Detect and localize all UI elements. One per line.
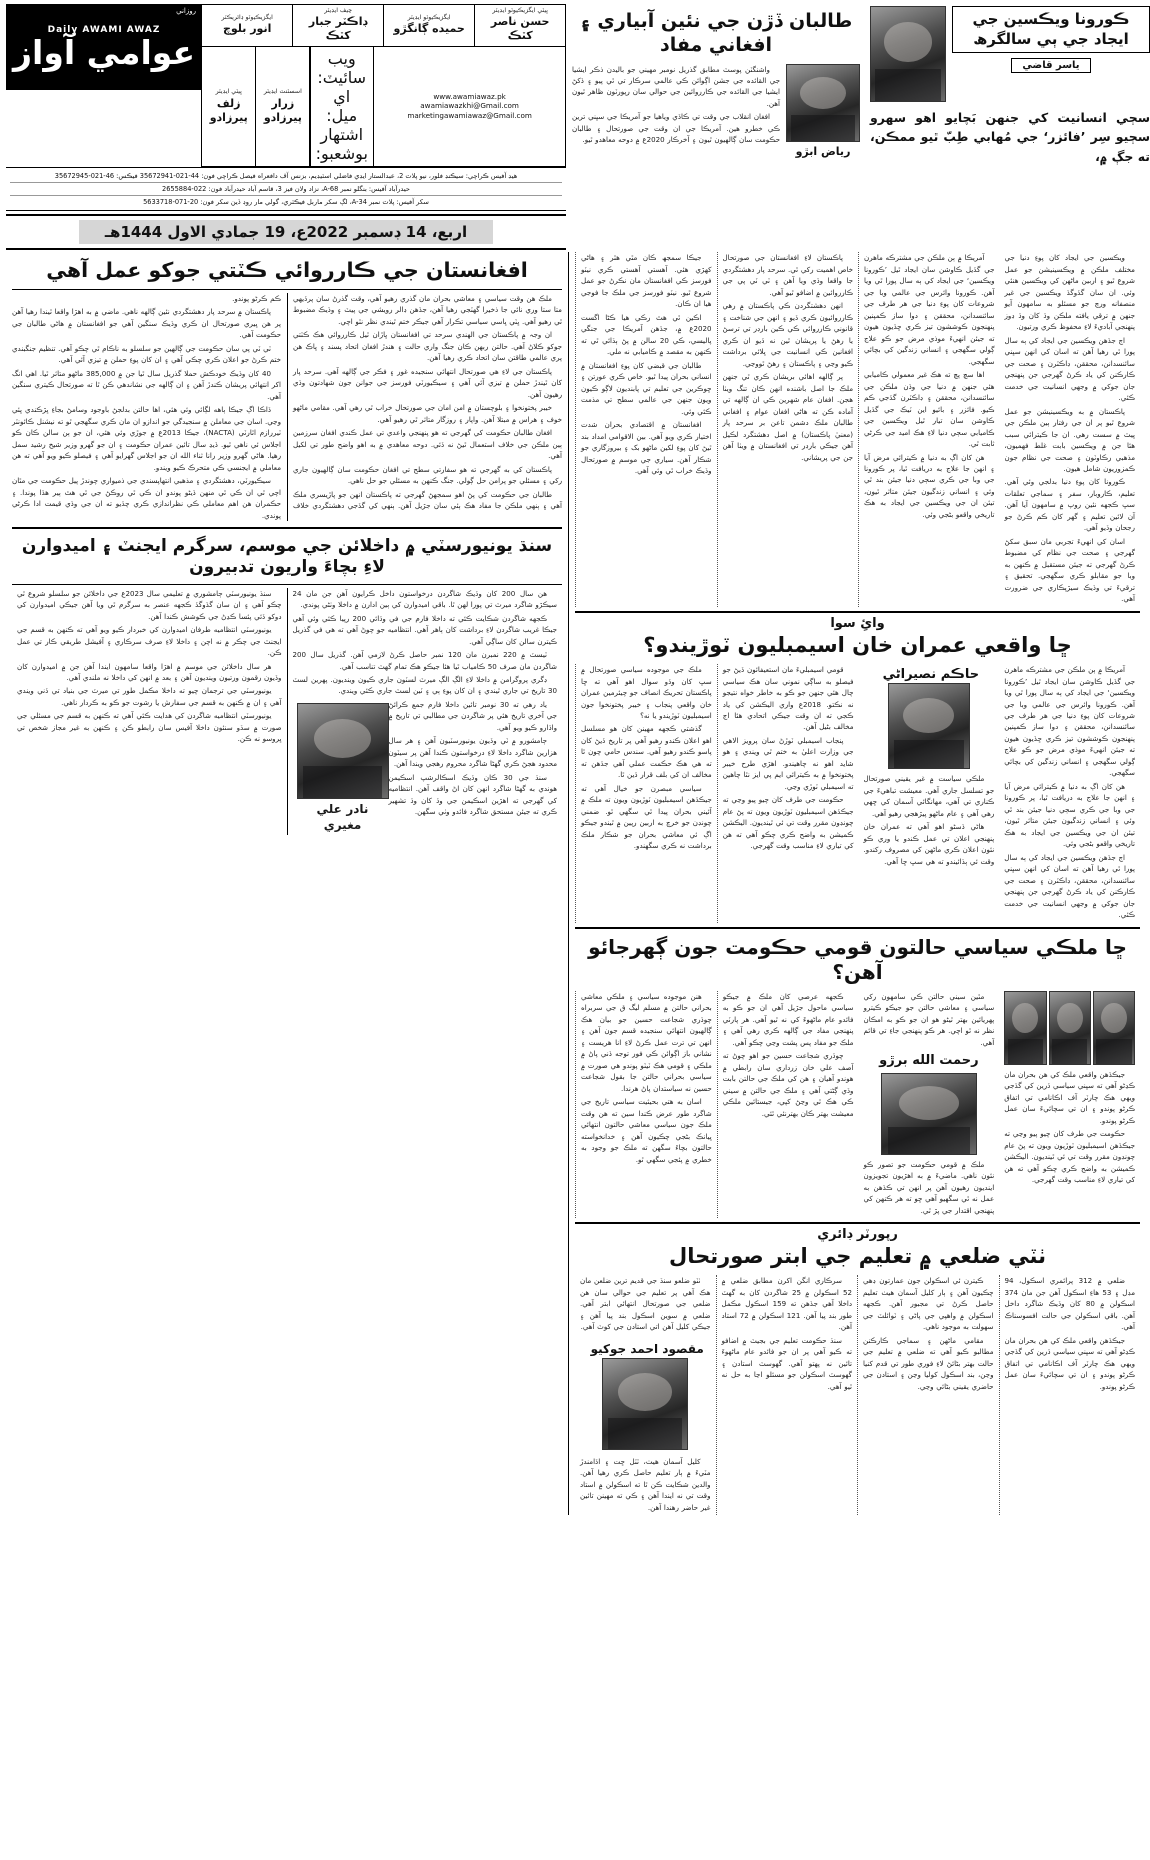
- paragraph: سيڪيورٽي، دهشتگردي ۽ مذهبي انتهاپسندي جي ذميواري چوندڙ پيل حڪومت جي مٿان اچي ٿي ان ڪي ٿي منهن ڏيڻو پوندو ان ڪي ٿي روڪڻ جي ٿي هٿ ٻير هڏا پوندا. ۽ حڪمران هن اهم معاملي ڪي نظراندازي ڪري چڏيو ته ان جي وڏي قيمت ادا ڪرڻي پوندي.: [12, 476, 281, 520]
- column-with-author: [575, 1275, 716, 1515]
- ads-label: اشتهار بوشعبو:: [315, 125, 368, 164]
- paragraph: افغان انقلاب جي وقت تي ڪاڏي وياهيا جو آمريڪا جي سڀني ترين ڪي خطرو هين. آمريڪا جي ان وقت جي صورتحال ۽ طالبان حڪومت سان ڳالهيون ٿيون ۽ آخرڪار 2020ع ۾ دوحه معاهدو ٿيو.: [572, 112, 780, 145]
- staff-cell-exec-director: [201, 4, 293, 47]
- paragraph: طالبان جي حڪومت کي پڻ اهو سمجهڻ گهرجي ته پاڪستان انهن جو پاڙيسري ملڪ آهي ۽ ٻنهي ملڪن جا مفاد هڪ ٻئي سان جڙيل آهن. ٻنهي کي گڏجي دهشتگردي خلاف ڪم ڪرڻو پوندو.: [232, 293, 562, 511]
- paragraph: يونيورسٽي انتظاميه طرفان اميدوارن کي خبردار ڪيو ويو آهي ته ڪنهن به قسم جي ايجنٽ جي چڪر ۾ نه اچن ۽ داخلا لاءِ صرف سرڪاري ۽ آفيشل طريقي ڪار تي عمل ڪن.: [17, 625, 282, 658]
- paragraph: اسان به هتي بحيثيت سياسي تاريخ جي شاگرد طور عرض ڪندا سين ته هن وقت ملڪ جون سياسي معاشي حالتون انتهائي ڀيانڪ بڻجي چڪيون آهن ۽ خدانخواسته حالتون بچاءَ سگهن ته ملڪ جو وجود به خطري ۾ پئجي سگهي ٿو.: [581, 1097, 712, 1164]
- staff-role: ڀيٽي ايگزيڪيوٽو ايڊيٽر: [492, 7, 548, 15]
- headline-reporter-diary: ٺٽي ضلعي ۾ تعليم جي ابتر صورتحال: [669, 1244, 1046, 1269]
- headline-topcenter: طالبان ڏڙن جي نئين آبياري ۽ افغاني مفاد: [579, 10, 853, 56]
- column-with-photos: [999, 991, 1140, 1218]
- paragraph: ملڪ جي موجوده سياسي صورتحال ۾ سڀ کان وڏو سوال اهو آهي ته ڇا پاڪستان تحريڪ انصاف جو چيئرمين عمران خان واقعي پنجاب ۽ خيبر پختونخوا جون اسيمبليون ٽوڙيندو يا نه؟: [581, 665, 712, 720]
- masthead-logo-sindhi: عوامي آواز: [13, 33, 195, 72]
- email-label: اي ميل:: [326, 87, 358, 126]
- paragraph: پر ڳالهه اهائي بريشان ڪري ٿي جنهن ملڪ جا اصل باشنده انهن ڪان تنگ ويٺا هجن. افغان عام شهرين ڪي ان ڳالهه تي آماده ڪن ته هاڻي افغان عوام ۽ افغاني طالبان ملڪ دشمن تاعن بر سرحد پار (معنيٰ پاڪستان) ۾ اصل دهشتگرد لڪيل آهن جيڪي بارڊر تي افغانستان ۾ ويٺا آهن جن جي پريشاني.: [722, 372, 853, 462]
- column: [288, 588, 563, 836]
- vertical-divider: [568, 252, 569, 1515]
- website-url[interactable]: www.awamiawaz.pk: [433, 91, 506, 101]
- paragraph: پاڪستان لاءِ افغانستان جي صورتحال خاص اهميت رکي ٿي. سرحد پار دهشتگردي جا واقعا وڌي ويا آهن ۽ ٽي ٽي پي جي ڪارروائين ۾ اضافو ٿيو آهي.: [722, 253, 853, 297]
- masthead-logo: [6, 4, 202, 90]
- paragraph: سنڌ حڪومت تعليم جي بجيٽ ۾ اضافو ته ڪيو آهي پر ان جو فائدو عام ماڻهوءَ تائين نه پهتو آهي. گهوسٽ استادن ۽ گهوسٽ اسڪولن جو مسئلو اڃا به حل نه ٿيو آهي.: [721, 1335, 852, 1391]
- staff-cell-assistant-editor: [255, 46, 310, 167]
- kicker-waesawa: وائِ سوا: [830, 615, 885, 631]
- office-addresses: [6, 167, 566, 212]
- paragraph: ڪورونا کان پوءِ دنيا بدلجي وئي آهي. تعليم، ڪاروبار، سفر ۽ سماجي تعلقات سڀ ڪجهه نئين روپ ۾ سامهون آيا آهن. آن لائين تعليم ۽ گهر کان ڪم ڪرڻ جو رجحان وڌيو آهي.: [1004, 477, 1135, 533]
- column: [717, 252, 859, 607]
- staff-name: ڊاڪٽر جبار کٽڪ: [308, 15, 368, 43]
- article-main-second-body: [12, 588, 562, 836]
- article-topleft-head: [866, 4, 1150, 250]
- column: [999, 1275, 1141, 1515]
- staff-cell-contacts: [373, 46, 566, 167]
- paragraph: ملڪ ۾ قومي حڪومت جو تصور ڪو نئون ناهي. ماضيءَ ۾ به اهڙيون تجويزون اينديون رهيون آهن پر انهن تي ڪڏهن به عمل نه ٿي سگهيو آهي ڇو ته هر ڪنهن کي پنهنجي اقتدار جي پڙ ٿي.: [863, 1159, 995, 1215]
- paragraph: ٺٽو ضلعو سنڌ جي قديم ترين ضلعن مان هڪ آهي پر تعليم جي حوالي سان هن ضلعي جي صورتحال انتهائي ابتر آهي. ضلعي ۾ سوين اسڪول بند پيا آهن ۽ جيڪي کليل آهن اتي استادن جي کوٽ آهي.: [580, 1276, 711, 1332]
- paragraph: سياسي مبصرن جو خيال آهي ته جيڪڏهن اسيمبليون ٽوڙيون ويون ته ملڪ ۾ آئيني بحران پيدا ٿي سگهي ٿو. ضمني چونڊن جو خرچ به اربين رپين ۾ ٿيندو جيڪو اڳ ئي معاشي بحران جو شڪار ملڪ برداشت نه ڪري سگهندو.: [581, 783, 712, 851]
- paragraph: پاڪستان کي به گهرجي ته هو سفارتي سطح تي افغان حڪومت سان ڳالهيون جاري رکي ۽ مسئلي جو پرامن حل ڳولي. جنگ ڪنهن به مسئلي جو حل ناهي.: [293, 464, 562, 486]
- paragraph: هر سال داخلائن جي موسم ۾ اهڙا واقعا سامهون ايندا آهن جن ۾ اميدوارن کان وڏيون رقمون ورتيون وينديون آهن ۽ بعد ۾ انهن کي داخلا نه ملندي آهي.: [17, 661, 282, 682]
- article-topcenter-intro: [572, 64, 780, 148]
- paragraph: آمريڪا ۾ ٻن ملڪن جي مشترڪه ماهرن جي گڏيل ڪاوشن سان ايجاد ٿيل ’ڪورونا ويڪسين‘ جي ايجاد کي ٻه سال پورا ٿي ويا آهن. ڪورونا وائرس جي عالمي وبا جي شروعات کان پوءِ دنيا جي هر طرف جي سائنسدانن، محققن ۽ دوا ساز ڪمپنين پنهنجون ڪوششون تيز ڪري ڇڏيون هيون ته جيئن انهيءَ موذي مرض جو ڪو علاج ڳولي سگهجي ۽ انساني زندگين کي بچائي سگهجي.: [1004, 665, 1135, 778]
- column: [12, 588, 287, 836]
- paragraph: افغان طالبان حڪومت کي گهرجي ته هو پنهنجي واعدي تي عمل ڪندي افغان سرزمين ٻين ملڪن جي خلاف استعمال ٿيڻ نه ڏئي. دوحه معاهدي ۾ به اهو واضح طور تي لکيل آهي.: [293, 428, 562, 461]
- staff-name: زرار پيرزادو: [263, 96, 302, 124]
- editorial-block: [6, 252, 566, 1515]
- paragraph: ڪجهه شاگردن شڪايت ڪئي ته داخلا فارم جي في وڌائي 200 رپيا ڪئي وئي آهي جيڪا غريب شاگردن لاءِ برداشت کان ٻاهر آهي. انتظاميه جو چوڻ آهي ته هي في گذريل ڪيترن سالن کان ساڳي آهي.: [292, 613, 557, 646]
- paragraph: سنڌ يونيورسٽي ڄامشوري ۾ تعليمي سال 2023ع جي داخلائن جو سلسلو شروع ٿي چڪو آهي ۽ ان سان گڏوگڏ ڪجهه عنصر به سرگرم ٿي ويا آهن جيڪي اميدوارن کي دوکو ڏئي پئسا ڪڍڻ جي ڪوشش ڪندا آهن.: [17, 588, 282, 621]
- staff-cell-joint-exec-editor: [474, 4, 566, 47]
- reporter-diary-columns: [575, 1275, 1140, 1515]
- paragraph: افغانستان ۾ اقتصادي بحران شدت اختيار ڪري ويو آهي. بين الاقوامي امداد بند ٿيڻ کان پوءِ لکين ماڻهو بک ۽ بيروزگاري جو شڪار آهن. سياري جي موسم ۾ صورتحال وڌيڪ خراب ٿي وئي آهي.: [581, 420, 712, 475]
- paragraph: ڊگري پروگرامن ۾ داخلا لاءِ الڳ الڳ ميرٽ لسٽون جاري ڪيون وينديون. پهرين لسٽ 30 تاريخ تي جاري ٿيندي ۽ ان کان پوءِ ٻي ۽ ٽين لسٽ جاري ڪئي ويندي.: [292, 675, 557, 696]
- staff-role: اسسٽنٽ ايڊيٽر: [263, 88, 302, 96]
- paragraph: گذشتي ڪجهه مهينن کان هو مسلسل اهو اعلان ڪندو رهيو آهي پر تاريخ ڏيڻ کان پاسو ڪندو رهيو آهي. سندس حامي چون ٿا ته هي هڪ حڪمت عملي آهي جڏهن ته مخالف ان کي بلف قرار ڏين ٿا.: [581, 724, 712, 780]
- address-hyderabad: حيدرآباد آفيس: بنگلو نمبر A-68، نزاد ولان فيز 3، قاسم آباد حيدرآباد فون: 022-2655884: [10, 183, 562, 196]
- masthead: [6, 4, 566, 250]
- column: [857, 1275, 999, 1515]
- column: [716, 1275, 858, 1515]
- paragraph: هن کان اڳ به دنيا ۾ ڪيترائي مرض آيا ۽ انهن جا علاج به دريافت ٿيا، پر ڪورونا جي وبا جي ڪري سڄي دنيا جيئن بند ٿي وئي ۽ انساني زندگيون جيئن متاثر ٿيون، تيئن ان جي ويڪسين جي ايجاد به هڪ تاريخي واقعو بڻجي وئي.: [1004, 781, 1135, 849]
- paragraph: ملڪي سياست ۾ غير يقيني صورتحال جو تسلسل جاري آهي. معيشت تباهيءَ جي ڪناري تي آهي، مهانگائي آسمان کي ڇهي رهي آهي ۽ عام ماڻهو پيڙهجي رهيو آهي.: [863, 774, 995, 818]
- paragraph: ڄامشورو ۾ ٽي وڏيون يونيورسٽيون آهن ۽ هر سال هزارين شاگرد داخلا لاءِ درخواستون ڪندا آهن پر سيٽون محدود هجڻ ڪري گهڻا شاگرد محروم رهجي ويندا آهن.: [388, 736, 557, 769]
- headline-main-second: سنڌ يونيورسٽي ۾ داخلائن جي موسم، سرگرم ايجنٽ ۽ اميدوارن لاءِ بچاءَ واريون تدبيرون: [21, 536, 553, 578]
- staff-name: انور بلوچ: [222, 22, 272, 36]
- column: [717, 991, 859, 1218]
- headline-main-lead: افغانستان جي ڪارروائي ڪٽتي جوکو عمل آهي: [46, 258, 528, 283]
- paragraph: جيڪڏهن واقعي ملڪ کي هن بحران مان ڪڍڻو آهي ته سڀني سياسي ڌرين کي گڏجي ويهي هڪ چارٽر آف اڪانامي تي اتفاق ڪرڻو پوندو ۽ ان تي سچائيءَ سان عمل ڪرڻو پوندو.: [1004, 1335, 1135, 1391]
- paragraph: اسان کي انهيءَ تجربي مان سبق سکڻ گهرجي ۽ صحت جي نظام کي مضبوط ڪرڻ گهرجي ته جيئن مستقبل ۾ ڪنهن به وبا جو مقابلو ڪري سگهجي. تحقيق ۽ ترقيءَ تي وڌيڪ سيڙپڪاري جي ضرورت آهي.: [1004, 536, 1135, 604]
- paragraph: اڄ جڏهن ويڪسين جي ايجاد کي ٻه سال پورا ٿي رهيا آهن ته اسان کي انهن سڀني سائنسدانن، محققن، ڊاڪٽرن ۽ صحت جي ڪارڪنن کي ياد ڪرڻ گهرجي جن پنهنجي جان جوکي ۾ وجهي انسانيت جي خدمت ڪئي.: [1004, 852, 1135, 920]
- author-photo-hakim: [888, 683, 970, 769]
- staff-role: ايگزيڪيوٽو ايڊيٽر: [407, 13, 451, 21]
- paragraph: 40 کان وڌيڪ خودڪش حملا گذريل سال ٿيا جن ۾ 385,000 ماڻهو متاثر ٿيا. اهي انگ اکر انتهائي پريشان ڪندڙ آهن ۽ ان ڳالهه جي نشاندهي ڪن ٿا ته صورتحال ڪيتري سنگين آهي.: [12, 368, 281, 401]
- paragraph: سنڌ جي 30 ڪان وڌيڪ اسڪالرشپ اسڪيمن هوندي به گهڻا شاگرد انهن کان اڻ واقف آهن. انتظاميه کي گهرجي ته اهڙين اسڪيمن جي وڌ کان وڌ تشهير ڪري ته جيئن مستحق شاگرد فائدو وٺي سگهن.: [388, 772, 557, 817]
- author-name-hakim: حاڪم نصيراڻي: [882, 666, 980, 682]
- paragraph: ٽي ٽي پي سان حڪومت جي ڳالهين جو سلسلو به ناڪام ٿي چڪو آهي. تنظيم جنگبندي ختم ڪرڻ جو اعلان ڪري چڪي آهي ۽ ان کان پوءِ حملن ۾ تيزي آئي آهي.: [12, 343, 281, 365]
- author-name-riaz: رياض ابڙو: [795, 144, 851, 158]
- author-name-nadir: نادر علي مغيري: [316, 801, 369, 832]
- paragraph: حڪومت جي طرف کان چيو پيو وڃي ته جيڪڏهن اسيمبليون ٽوڙيون ويون ته پڻ عام چونڊون مقرر وقت تي ئي ٿينديون. اليڪشن ڪميشن به واضح ڪري چڪو آهي ته هن کي تياري لاءِ مناسب وقت گهرجي.: [722, 795, 854, 851]
- column: [575, 991, 717, 1218]
- paragraph: پاڪستان ۾ سرحد پار دهشتگردي نئين ڳالهه ناهي. ماضي ۾ به اهڙا واقعا ٿيندا رهيا آهن پر هن ڀيري صورتحال ان ڪري وڌيڪ سنگين آهي جو افغانستان ۾ هاڻي طالبان جي حڪومت آهي.: [12, 307, 281, 340]
- top-band: [6, 4, 1150, 250]
- column-with-author: [859, 664, 1000, 923]
- politician-photo-1: [1093, 991, 1135, 1065]
- paragraph: ٽيسٽ ۾ 220 نمبرن مان 120 نمبر حاصل ڪرڻ لازمي آهن. گذريل سال 200 شاگردن مان صرف 50 ڪامياب ٿيا هئا جيڪو هڪ تمام گهٽ تناسب آهي.: [292, 650, 557, 671]
- headline-topleft: ڪورونا ويڪسين جي ايجاد جي ٻي سالگرھ: [952, 6, 1150, 53]
- paragraph: هنن موجوده سياسي ۽ ملڪي معاشي بحراني حالتن ۾ مسلم ليگ ق جي سربراه چوڌري شجاعت حسين جو بيان هڪ ڳالهيون انتهائي سنجيده قسم جون آهن ۽ انهن تي ترت عمل ڪرڻ لاءِ انا هريست ۽ نشاني باز اڳوائن ڪي فور توجه ڏني پاڻ ۾ ملڪي ۽ قومي هڪ ٽيٽو پوندو هي صورت ۾ سياسي بحراني حالتن جا بقول شجاعت حسين نه سياستدان پاڻ هرندا.: [581, 991, 712, 1093]
- paragraph: حڪومت جي طرف کان چيو پيو وڃي ته جيڪڏهن اسيمبليون ٽوڙيون ويون ته پڻ عام چونڊون مقرر وقت تي ئي ٿينديون. اليڪشن ڪميشن به واضح ڪري چڪو آهي ته هن کي تياري لاءِ مناسب وقت گهرجي.: [1004, 1129, 1135, 1185]
- paragraph: هن سال 200 کان وڌيڪ شاگردن درخواستون داخل ڪرايون آهن جن مان 24 سيڪڙو شاگرد ميرٽ تي پورا لهن ٿا. باقي اميدوارن کي ٻين ادارن ۾ داخلا وٺڻي پوندي.: [292, 588, 557, 610]
- author-photo-maqsood: [602, 1358, 688, 1450]
- paragraph: ياد رهي ته 30 نومبر تائين داخلا فارم جمع ڪرائڻ جي آخري تاريخ هئي پر شاگردن جي مطالبي تي تاريخ ۾ واڌارو ڪيو ويو آهي.: [388, 699, 557, 732]
- staff-role: ڀيٽي ايڊيٽر: [215, 88, 242, 96]
- staff-name: حميده ڳانگڙو: [393, 22, 465, 36]
- paragraph: يونيورسٽي جي ترجمان چيو ته داخلا مڪمل طور تي ميرٽ جي بنياد تي ڏني ويندي آهي ۽ ان ۾ ڪنهن به قسم جي سفارش يا رشوت جو ڪو به ڪردار ناهي.: [17, 686, 282, 707]
- author-name-yasir: ياسر قاضي: [1011, 58, 1090, 73]
- paragraph: جيڪڏهن واقعي ملڪ کي هن بحران مان ڪڍڻو آهي ته سڀني سياسي ڌرين کي گڏجي ويهي هڪ چارٽر آف اڪانامي تي اتفاق ڪرڻو پوندو ۽ ان تي سچائيءَ سان عمل ڪرڻو پوندو.: [1004, 1069, 1135, 1125]
- masthead-corner-label: روزاني: [176, 7, 196, 15]
- article-waesawa: [575, 616, 1140, 923]
- paragraph: مقامي ماڻهن ۽ سماجي ڪارڪنن مطالبو ڪيو آهي ته ضلعي ۾ تعليم جي حالت بهتر بڻائڻ لاءِ فوري طور تي قدم کنيا وڃن، بند اسڪول کوليا وڃن ۽ استادن جي حاضري يقيني بڻائي وڃي.: [863, 1335, 994, 1391]
- address-sukkur: سکر آفيس: پلاٽ نمبر A-34، لڳ سکر ماربل فيڪٽري، گولي مار روڊ ڏين سکر فون: 20-071-5633718: [143, 198, 429, 207]
- paragraph: انهن دهشتگردن ڪي پاڪستان ۾ رهي ڪارروائيون ڪري ڏيو ۽ انهن جي شناخت ۽ قانوني ڪارروائي ڪي ڪين بارڊر تي ترسڻ يا رهڻ يا پريشان ٿين نه ڏيو ان ڪري افغانين ڪي انسانيت جي ڀلائي برداشت ڪيو وڃي ۽ پاڪستان ۽ رهڻ ٿووڃي.: [722, 301, 853, 368]
- paragraph: سرڪاري انگن اکرن مطابق ضلعي ۾ 52 اسڪولن ۾ 25 شاگردن کان به گهٽ داخلا آهي جڏهن ته 159 اسڪول مڪمل طور بند پيا آهن. 121 اسڪولن ۾ 72 استاد آهن.: [721, 1276, 852, 1332]
- article-hukoomat: [575, 935, 1140, 1218]
- paragraph: ڪيترن ئي اسڪولن جون عمارتون ڊهي چڪيون آهن ۽ ٻار کليل آسمان هيٺ تعليم حاصل ڪرڻ تي مجبور آهن. ڪجهه اسڪولن ۾ واهپي جي پاڻي ۽ ٽوائلٽ جي سهولت به موجود ناهي.: [863, 1276, 994, 1332]
- paragraph: هاڻي ڏسڻو اهو آهي ته عمران خان پنهنجي اعلان تي عمل ڪندو يا وري ڪو نئون اعلان ڪري ماڻهن کي مصروف رکندو. وقت ئي ٻڌائيندو ته هي سڀ ڇا آهي.: [863, 822, 995, 866]
- main-grid: [6, 252, 1144, 1515]
- staff-role: چيف ايڊيٽر: [324, 7, 353, 15]
- staff-row-1: [202, 4, 566, 46]
- paragraph: قومي اسيمبليءَ مان استعيفائون ڏيڻ جو فيصلو به ساڳي نموني سان هڪ سياسي چال هئي جنهن جو ڪو به خاطر خواه نتيجو نه نڪتو. 2018ع واري اليڪشن کي ياد ڪجي ته ان وقت جيڪي اتحادي هئا اڄ مخالف بڻيل آهن.: [722, 665, 854, 732]
- author-name-rehmat: رحمت الله برڙو: [879, 1053, 979, 1069]
- author-photo-yasir: [870, 6, 946, 102]
- paragraph: پاڪستان جي لاءِ هي صورتحال انتهائي سنجيده غور ۽ فڪر جي ڳالهه آهي. سرحد پار کان ٿيندڙ حملن ۾ تيزي آئي آهي ۽ سيڪيورٽي فورسز جي جوانن جون شهادتون وڌي رهيون آهن.: [293, 366, 562, 399]
- column: [999, 664, 1140, 923]
- article-main-lead-body: [12, 293, 562, 521]
- paragraph: خيبر پختونخوا ۽ بلوچستان ۾ امن امان جي صورتحال خراب ٿي رهي آهي. مقامي ماڻهو خوف ۽ هراس ۾ مبتلا آهن. واپار ۽ روزگار متاثر ٿي رهيو آهي.: [293, 403, 562, 424]
- headline-hukoomat: ڇا ملڪي سياسي حالتون قومي حڪومت جون ڳهرجائو آهن؟: [588, 934, 1127, 984]
- paragraph: ان وجہ ۾ پاڪستان جي الهندي سرحد تي افغانستان ڀاڙان ٿيل ڪارروائي هڪ ڪٽتي جوکو ڪلاڻ آهي. حالتن ربهن ڪان جنگ واري حالت ۽ هندڙ افغان اتحاد پسند ۽ ڀاڪ هن پري عالمي طاقتن سان اتحاد ڪري رهيا آهن.: [293, 330, 562, 363]
- politician-photo-2: [1049, 991, 1091, 1065]
- staff-cell-chief-editor: [292, 4, 384, 47]
- waesawa-columns: [575, 664, 1140, 923]
- paragraph: پنجاب اسيمبلي ٽوڙڻ سان پرويز الاهي جي وزارت اعليٰ به ختم ٿي ويندي ۽ هو شايد اهو نه چاهيندو. اهڙي طرح خيبر پختونخوا ۾ به ڪيترائي ايم پي ايز نٿا چاهين ته اسيمبلي ٽوڙي وڃي.: [722, 735, 854, 791]
- paragraph: ضلعي ۾ 312 پرائمري اسڪول، 94 مڊل ۽ 53 هاءِ اسڪول آهن جن مان 374 اسڪولن ۾ 80 کان وڌيڪ شاگرد داخل آهن. باقي اسڪولن جي حالت افسوسناڪ آهي.: [1004, 1276, 1136, 1332]
- kicker-reporter-diary: رپورٽر ڊائري: [817, 1227, 898, 1243]
- paragraph: اڄ جڏهن ويڪسين جي ايجاد کي ٻه سال پورا ٿي رهيا آهن ته اسان کي انهن سڀني سائنسدانن، محققن، ڊاڪٽرن ۽ صحت جي ڪارڪنن کي ياد ڪرڻ گهرجي جن پنهنجي جان جوکي ۾ وجهي انسانيت جي خدمت ڪئي.: [1004, 335, 1135, 403]
- paragraph: هن کان اڳ به دنيا ۾ ڪيترائي مرض آيا ۽ انهن جا علاج به دريافت ٿيا، پر ڪورونا جي وبا جي ڪري سڄي دنيا جيئن بند ٿي وئي ۽ انساني زندگيون جيئن متاثر ٿيون، تيئن ان جي ويڪسين جي ايجاد به هڪ تاريخي واقعو بڻجي وئي.: [864, 452, 995, 519]
- top-continuation-columns: [575, 252, 1140, 607]
- paragraph: مٿين سيني حالتن ڪي سامهون رکي سياسي ۽ معاشي حالتن جو جيڪو ڪيترو پهريائين بهتر ٿيڻو هو ان جو ڪو به امڪان نظر نه ٿو اچي. هر ڪو پنهنجي جاءِ تي قائم آهي.: [863, 991, 995, 1047]
- top-opinion-heads: [566, 4, 1150, 250]
- paragraph: ڪجهه عرصي کان ملڪ ۾ جيڪو سياسي ماحول جڙيل آهي ان جو ڪو به فائدو عام ماڻهوءَ کي نه ٿيو آهي. هر پارٽي پنهنجي مفاد جي ڳالهه ڪري رهي آهي ۽ ملڪ جو مفاد پس پشت وڃي چڪو آهي.: [722, 991, 854, 1047]
- paragraph: واشنگٽن پوسٽ مطابق گذريل نومبر مهيني جو باليدن ذڪر ايشيا جي القائده جي جشن اڳوائن ڪي عالمي سرڪار تي ٿي پيو ۽ ڏکڻ ايشيا جي القائده جي ڪارروائين جي حوالي سان رپورٽون ظاهر ٿيون آهن.: [572, 64, 780, 108]
- hukoomat-columns: [575, 991, 1140, 1218]
- paragraph: پاڪستان ۾ به ويڪسينيشن جو عمل شروع ٿيو پر ان جي رفتار ٻين ملڪن جي ڀيٽ ۾ سست رهي. ان جا ڪيترائي سبب هئا جن ۾ ويڪسين بابت غلط فهميون، مذهبي رڪاوٽون ۽ صحت جي نظام جون ڪمزوريون شامل هيون.: [1004, 406, 1135, 473]
- paragraph: اها سچ پچ ته هڪ غير معمولي ڪاميابي هئي جنهن ۾ دنيا جي وڏن ملڪن جي سائنسدانن، محققن ۽ ڊاڪٽرن گڏجي ڪم ڪيو. فائزر ۽ بائيو اين ٽيڪ جي گڏيل ڪاوشن سان تيار ٿيل ويڪسين جي ڪاميابي سڄي دنيا لاءِ هڪ اميد جي ڪرڻي ثابت ٿي.: [864, 370, 995, 449]
- article-reporter-diary: [575, 1227, 1140, 1515]
- staff-row-2: [202, 46, 566, 166]
- paragraph: آمريڪا ۾ ٻن ملڪن جي مشترڪه ماهرن جي گڏيل ڪاوشن سان ايجاد ٿيل ’ڪورونا ويڪسين‘ جي ايجاد کي ٻه سال پورا ٿي ويا آهن. ڪورونا وائرس جي عالمي وبا جي شروعات کان پوءِ دنيا جي هر طرف جي سائنسدانن، محققن ۽ دوا ساز ڪمپنين پنهنجون ڪوششون تيز ڪري ڇڏيون هيون ته جيئن انهيءَ موذي مرض جو ڪو علاج ڳولي سگهجي ۽ انساني زندگين کي بچائي سگهجي.: [864, 253, 995, 366]
- author-name-maqsood: مقصود احمد جوکيو: [590, 1342, 704, 1357]
- paragraph: اڪين ٿي هٿ رڪي هيا ڪڻا اگست 2020ع ۾، جڏهن آمريڪا جي جنگي پاليسي، ڪي 20 سالن ۾ پڻ ٻڌائي ٿي ته ڪنهن به مقصد ۾ ڪاميابي نه ملي.: [581, 312, 712, 357]
- politician-photo-3: [1004, 991, 1046, 1065]
- dateline-text: اربع، 14 ڊسمبر 2022ع، 19 جمادي الاول 1444هـ: [79, 220, 493, 244]
- paragraph: کليل آسمان هيٺ، ٽٽل ڇت ۽ اڏامندڙ مٽيءَ ۾ ٻار تعليم حاصل ڪري رهيا آهن. والدين شڪايت ڪن ٿا ته اسڪولن ۾ استاد وقت تي نه ايندا آهن ۽ ڪي ته مهينن تائين غير حاضر رهندا آهن.: [580, 1456, 711, 1512]
- article-topleft-lead: سڄي انسانيت کي جنهن بَچايو اهو سهرو سڄيو سِر ’فائزر‘ جي مُهابي طِبّ ٿيو ممڪن، ته جڳ ۾،: [870, 110, 1150, 164]
- masthead-logo-english: Daily AWAMI AWAZ: [47, 25, 161, 35]
- email-address[interactable]: awamiawazkhi@Gmail.com: [420, 101, 519, 111]
- address-karachi: هيڊ آفيس ڪراچي: سيڪنڊ فلور، نيو پلاٽ 2، عبدالستار ايڊي فاضلي اسٽيڊيم، بزنس آف دافعراه فيصل ڪراچي فون: 44-021-35672941 فيڪس: 46-021-35672945: [10, 170, 562, 183]
- staff-cell-contact-labels: [310, 46, 374, 167]
- staff-cell-joint-editor: [201, 46, 256, 167]
- dateline: [6, 214, 566, 250]
- headline-waesawa: ڇا واقعي عمران خان اسيمبليون ٽوڙيندو؟: [643, 632, 1072, 657]
- staff-cell-exec-editor: [383, 4, 475, 47]
- column: [858, 252, 1000, 607]
- column: [717, 664, 859, 923]
- marketing-email-address[interactable]: marketingawamiawaz@Gmail.com: [407, 111, 532, 121]
- author-photo-nadir: [297, 703, 389, 799]
- paragraph: ملڪ هن وقت سياسي ۽ معاشي بحران مان گذري رهيو آهي، وقت گذرڻ سان پرڏيهي متا ستا وري نائي جا ذخيرا گهٽجي رهيا آهن، جڏهن ڊالر رويشي جي پيٽ ۽ وڌيڪ مضبوط ٿي رهيو آهي. ڀٽي ڀاسي سياسي تڪرار آهي جيڪر ختم ٿيندي نظر نٿو اچي.: [293, 293, 562, 326]
- column: [1000, 252, 1141, 607]
- opinion-block: [571, 252, 1144, 1515]
- staff-name: حسن ناصر کٽڪ: [490, 15, 550, 43]
- paragraph: چوڌري شجاعت حسين جو اهو چوڻ ته آصف علي خان زرداري سان رابطي ۾ هوندو آهيان ۽ هن کي ملڪ جي حالتن بابت وڌي ڳڻتي آهي ۽ ملڪ جي حالتن ۾ سيني ڪي هڪ ٿي وڃڻ کپي، جيستائين ملڪي معيشت بهتر ڪان بهترنئي ٿئي.: [722, 1051, 854, 1118]
- author-photo-riaz: [786, 64, 860, 142]
- paragraph: ويڪسين جي ايجاد کان پوءِ دنيا جي مختلف ملڪن ۾ ويڪسينيشن جو عمل شروع ٿيو ۽ اربين ماڻهن کي ويڪسين هنئي وئي. ان سان گڏوگڏ ويڪسين جي غير منصفانه ورڇ جو مسئلو به سامهون آيو جنهن ۾ ترقي يافته ملڪن وڌ کان وڌ ڊوز پنهنجي آباديءَ لاءِ محفوظ ڪري ورتيون.: [1004, 253, 1135, 332]
- column-with-author: [859, 991, 1000, 1218]
- author-photo-rehmat: [881, 1073, 977, 1155]
- staff-role: ايگزيڪيوٽو ڊائريڪٽر: [221, 13, 273, 21]
- website-label: ويب سائيٽ:: [317, 49, 367, 88]
- paragraph: طالبان جي قبضي کان پوءِ افغانستان ۾ انساني بحران پيدا ٿيو. خاص ڪري عورتن ۽ ڇوڪرين جي تعليم تي پابنديون لاڳو ڪيون ويون جنهن جي عالمي سطح تي مذمت ڪئي وئي.: [581, 360, 712, 416]
- column: [575, 664, 717, 923]
- staff-box: [202, 4, 566, 167]
- article-topcenter-head: [566, 4, 866, 250]
- paragraph: جيڪا سمجھ ڪان مٿي هٿر ۽ هاڻي کهڙي هئي. آهستي آهستي ڪري نيٽو فورسز ڪي افغانستان مان نڪرڻ جو عمل شروع ٿيو. نيٽو فورسز جي ملڪ جا فوجي هيا ان ڪان.: [581, 253, 712, 309]
- staff-name: زلف پيرزادو: [209, 96, 248, 124]
- paragraph-nacta: ڏاڪا اڳ جيڪا ٻاهه لڳائي وئي هئي، اها حالتن بدلجڻ باوجود وسامڻ بجاءِ ڀڙڪندي ڀئي وڃي. اسان جي معاملن ۾ سنجيدگي جو اندازو ان مان ڪري سگهجي ٿو ته نيشنل ڪائونٽر ٽيررازم اٿارٽي (NACTA)، جيڪا 2013ع ۾ جوڙي وئي هئي، ان جو ٻن سالن ڪان ڪو اجلاس ئي ناهي ٿيو. ڏيڍ سال تائين عمران حڪومت ۽ ان جو گهرو وزير شيخ رشيد سمل رهيا. هاڻي گهرو وزير رانا ثناء الله ان جو اجلاس گهرايو آهي ۽ فيصلو ڪيو ويو آهي ته هن معاملي ۾ ايجنسي ڪي متحرڪ ڪيو ويندو.: [12, 405, 281, 472]
- paragraph: يونيورسٽي انتظاميه شاگردن کي هدايت ڪئي آهي ته ڪنهن به قسم جي مسئلي جي صورت ۾ سڌو سنئون داخلا آفيس سان رابطو ڪن ۽ ڪنهن به غير مجاز شخص تي ڀروسو نه ڪن.: [17, 711, 282, 744]
- column: [575, 252, 717, 607]
